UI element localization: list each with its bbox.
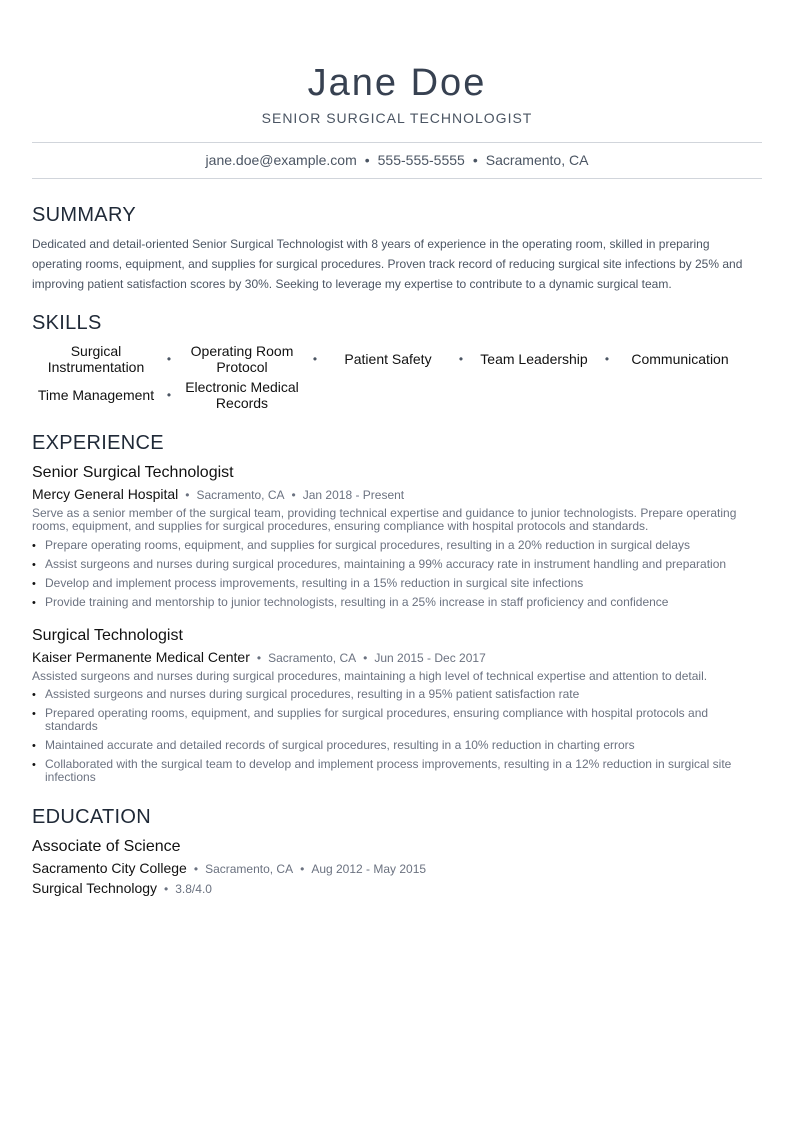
job-title: Surgical Technologist — [32, 627, 183, 644]
header-divider-bottom — [32, 178, 762, 179]
education-gpa: 3.8/4.0 — [175, 882, 212, 896]
skill-item: Surgical Instrumentation — [47, 343, 145, 375]
separator-dot: • — [364, 152, 370, 168]
skills-list — [32, 342, 762, 414]
job-dates: Jan 2018 - Present — [302, 488, 405, 502]
candidate-title: SENIOR SURGICAL TECHNOLOGIST — [261, 110, 533, 126]
skills-row — [32, 342, 762, 376]
job-location: Sacramento, CA — [196, 488, 285, 502]
skill-item: Time Management — [37, 387, 155, 403]
list-item: • Prepare operating rooms, equipment, and supplies for surgical procedures, resulting in a 20% reduction in surgical delays — [32, 539, 752, 552]
job-description: Serve as a senior member of the surgical team, providing technical expertise and guidance to junior technologists. Prepare operating rooms, equipment, and supplies for surgical procedures, ensuring compliance with hospital protocols and standards. — [32, 506, 737, 533]
separator-dot: • — [164, 882, 169, 896]
job-title: Senior Surgical Technologist — [32, 464, 234, 481]
separator-dot: • — [458, 352, 464, 366]
separator-dot: • — [300, 862, 305, 876]
header-divider-top — [32, 142, 762, 143]
education-heading: EDUCATION — [32, 806, 151, 828]
separator-dot: • — [256, 651, 262, 665]
separator-dot: • — [291, 488, 296, 502]
job-meta — [32, 486, 404, 502]
separator-dot: • — [166, 388, 172, 402]
separator-dot: • — [363, 651, 368, 665]
skills-heading: SKILLS — [32, 312, 102, 334]
education-meta — [32, 860, 426, 876]
list-item: • Assist surgeons and nurses during surgical procedures, maintaining a 99% accuracy rate in instrument handling and preparation — [32, 558, 752, 571]
contact-email[interactable]: jane.doe@example.com — [205, 152, 357, 168]
list-item: • Maintained accurate and detailed records of surgical procedures, resulting in a 10% reduction in charting errors — [32, 739, 752, 752]
experience-heading: EXPERIENCE — [32, 432, 164, 454]
job-company: Mercy General Hospital — [32, 486, 179, 502]
job-achievements — [32, 688, 752, 790]
skill-item: Communication — [631, 351, 729, 367]
education-location: Sacramento, CA — [205, 862, 294, 876]
list-item: • Collaborated with the surgical team to develop and implement process improvements, resulting in a 12% reduction in surgical site infections — [32, 758, 752, 784]
skill-item: Operating Room Protocol — [190, 343, 294, 375]
list-item: • Develop and implement process improvements, resulting in a 15% reduction in surgical site infections — [32, 577, 752, 590]
separator-dot: • — [312, 352, 318, 366]
job-company: Kaiser Permanente Medical Center — [32, 649, 250, 665]
job-description: Assisted surgeons and nurses during surgical procedures, maintaining a high level of technical expertise and attention to detail. — [32, 669, 708, 683]
separator-dot: • — [472, 152, 478, 168]
separator-dot: • — [604, 352, 610, 366]
list-item: • Provide training and mentorship to junior technologists, resulting in a 25% increase in staff proficiency and confidence — [32, 596, 752, 609]
education-dates: Aug 2012 - May 2015 — [311, 862, 427, 876]
summary-heading: SUMMARY — [32, 204, 136, 226]
contact-line — [0, 152, 794, 168]
education-school: Sacramento City College — [32, 860, 187, 876]
contact-location: Sacramento, CA — [485, 152, 589, 168]
skill-item: Patient Safety — [344, 351, 432, 367]
skill-item: Team Leadership — [480, 351, 588, 367]
education-field-line — [32, 880, 212, 896]
education-degree: Associate of Science — [32, 838, 181, 855]
education-field: Surgical Technology — [32, 880, 158, 896]
job-meta — [32, 649, 486, 665]
summary-text: Dedicated and detail-oriented Senior Surgical Technologist with 8 years of experience in the operating room, skilled in preparing operating rooms, equipment, and supplies for surgical procedures. Proven track record of reducing surgical site infections by 25% and improving patient satisfaction scores by 30%. Seeking to leverage my expertise to contribute to a dynamic surgical team. — [32, 237, 743, 291]
list-item: • Assisted surgeons and nurses during surgical procedures, resulting in a 95% patient satisfaction rate — [32, 688, 752, 701]
contact-phone[interactable]: 555-555-5555 — [377, 152, 465, 168]
job-achievements — [32, 539, 752, 615]
candidate-name: Jane Doe — [307, 62, 487, 104]
skills-row — [32, 378, 762, 412]
separator-dot: • — [193, 862, 199, 876]
skill-item: Electronic Medical Records — [185, 379, 299, 411]
list-item: • Prepared operating rooms, equipment, and supplies for surgical procedures, ensuring compliance with hospital protocols and standards — [32, 707, 752, 733]
job-dates: Jun 2015 - Dec 2017 — [374, 651, 486, 665]
separator-dot: • — [185, 488, 190, 502]
job-location: Sacramento, CA — [268, 651, 357, 665]
separator-dot: • — [166, 352, 172, 366]
